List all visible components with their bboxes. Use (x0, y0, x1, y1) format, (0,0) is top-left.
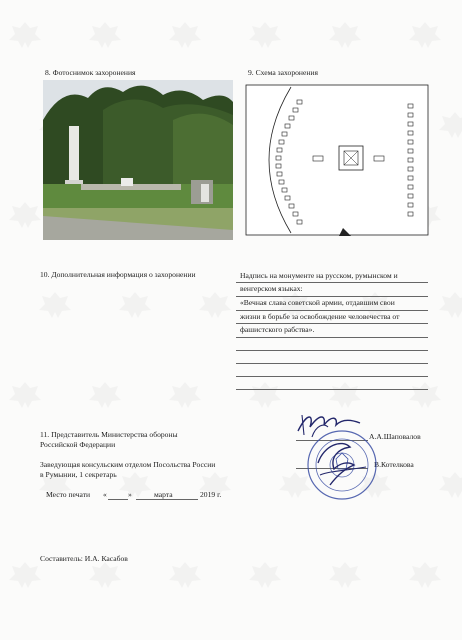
watermark-emblem (438, 470, 462, 500)
watermark-emblem (408, 20, 442, 50)
rule-5 (236, 337, 428, 338)
watermark-emblem (248, 20, 282, 50)
day-close-quote: » (128, 490, 132, 499)
rule-6 (236, 350, 428, 351)
stamp-place-label: Место печати (46, 490, 91, 499)
watermark-emblem (8, 560, 42, 590)
stamp-year: 2019 г. (200, 490, 222, 499)
watermark-emblem (168, 380, 202, 410)
watermark-emblem (408, 380, 442, 410)
consulate-line-2: в Румынии, 1 секретарь (40, 470, 117, 479)
consulate-line-1: Заведующая консульским отделом Посольства России (40, 460, 216, 469)
section-11-label-line1: 11. Представитель Министерства обороны (40, 430, 178, 439)
watermark-emblem (88, 20, 122, 50)
inscription-line-5: фашистского рабства». (240, 325, 315, 334)
burial-scheme-diagram (243, 80, 431, 240)
day-blank (108, 499, 128, 500)
signer-2-name: В.Котелкова (374, 460, 414, 469)
section-8-label: 8. Фотоснимок захоронения (45, 68, 136, 77)
watermark-emblem (328, 20, 362, 50)
watermark-emblem (8, 20, 42, 50)
rule-8 (236, 376, 428, 377)
burial-photo (43, 80, 233, 240)
watermark-emblem (88, 560, 122, 590)
watermark-emblem (8, 200, 42, 230)
official-stamp (290, 405, 380, 505)
watermark-emblem (168, 20, 202, 50)
watermark-emblem (328, 560, 362, 590)
section-9-label: 9. Схема захоронения (248, 68, 318, 77)
watermark-emblem (38, 290, 72, 320)
watermark-emblem (438, 110, 462, 140)
compiler-line: Составитель: И.А. Касабов (40, 554, 128, 563)
signer-1-name: А.А.Шаповалов (369, 432, 421, 441)
watermark-emblem (168, 560, 202, 590)
rule-7 (236, 363, 428, 364)
rule-4 (236, 323, 428, 324)
inscription-line-2: венгерском языках: (240, 284, 303, 293)
watermark-emblem (198, 290, 232, 320)
watermark-emblem (88, 380, 122, 410)
section-11-label-line2: Российской Федерации (40, 440, 116, 449)
watermark-emblem (438, 290, 462, 320)
watermark-emblem (8, 380, 42, 410)
watermark-emblem (118, 290, 152, 320)
rule-1 (236, 282, 428, 283)
rule-2 (236, 296, 428, 297)
inscription-line-4: жизни в борьбе за освобождение человечества от (240, 312, 400, 321)
inscription-line-1: Надпись на монументе на русском, румынском и (240, 271, 398, 280)
watermark-emblem (408, 560, 442, 590)
watermark-emblem (248, 560, 282, 590)
rule-3 (236, 310, 428, 311)
stamp-month: марта (154, 490, 173, 499)
section-10-label: 10. Дополнительная информация о захоронении (40, 270, 196, 279)
day-open-quote: « (103, 490, 107, 499)
watermark-emblem (248, 380, 282, 410)
inscription-line-3: «Вечная слава советской армии, отдавшим свои (240, 298, 395, 307)
watermark-emblem (118, 470, 152, 500)
rule-9 (236, 389, 428, 390)
